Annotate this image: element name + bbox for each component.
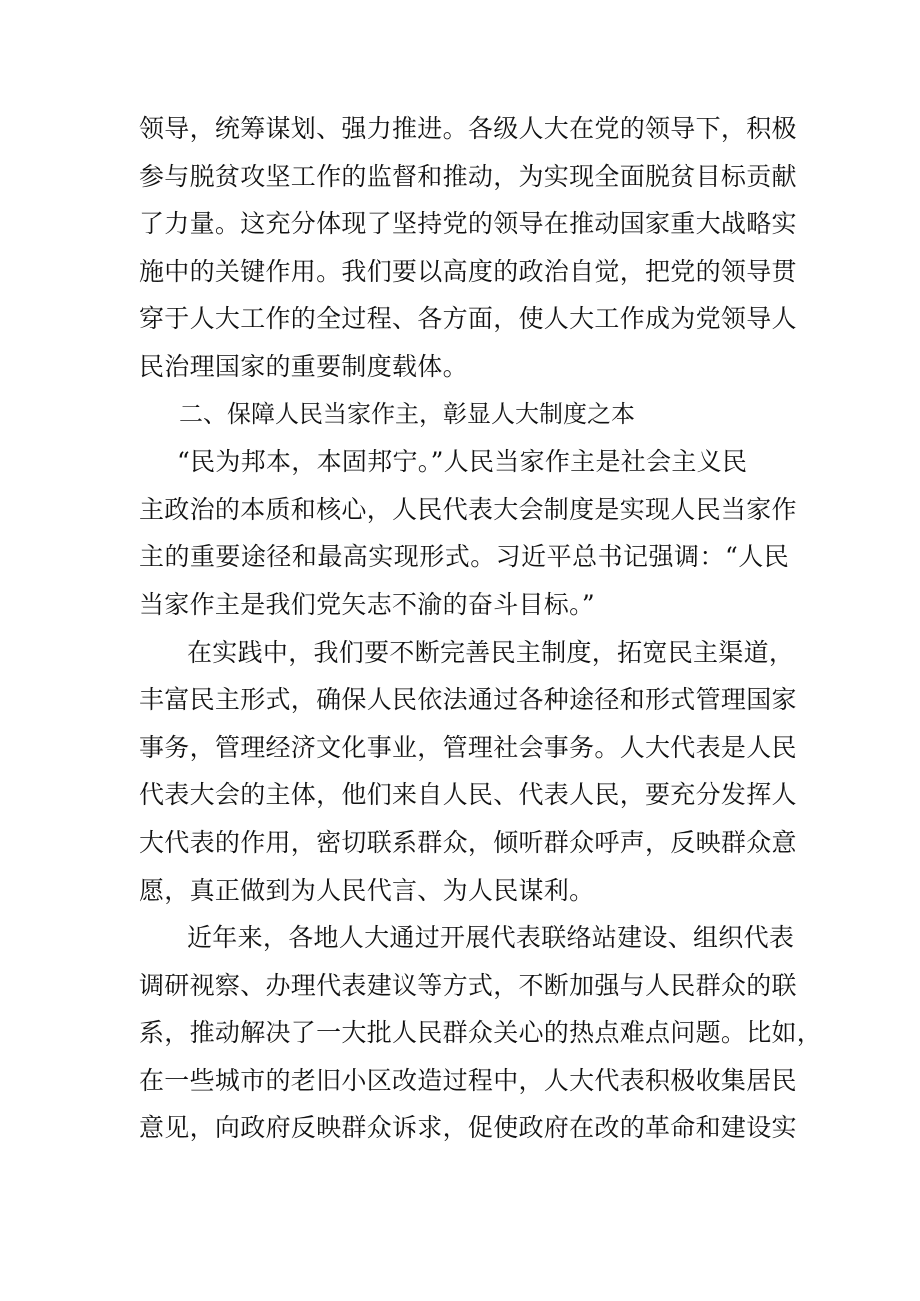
text-line: 愿，真正做到为人民代言、为人民谋利。 [139, 875, 595, 905]
text-line: 近年来，各地人大通过开展代表联络站建设、组织代表 [187, 923, 795, 953]
text-line: 民治理国家的重要制度载体。 [139, 351, 468, 381]
text-line: 了力量。这充分体现了坚持党的领导在推动国家重大战略实 [139, 209, 797, 239]
text-line: 穿于人大工作的全过程、各方面，使人大工作成为党领导人 [139, 304, 797, 334]
text-line: 事务，管理经济文化事业，管理社会事务。人大代表是人民 [139, 732, 797, 762]
body-text [139, 105, 823, 1152]
text-line: 代表大会的主体，他们来自人民、代表人民，要充分发挥人 [139, 780, 797, 810]
text-line: 意见，向政府反映群众诉求，促使政府在改的革命和建设实 [139, 1113, 797, 1143]
text-line: 丰富民主形式，确保人民依法通过各种途径和形式管理国家 [139, 685, 797, 715]
text-line: 主政治的本质和核心，人民代表大会制度是实现人民当家作 [139, 494, 797, 524]
text-line: 系，推动解决了一大批人民群众关心的热点难点问题。比如， [139, 1018, 823, 1048]
text-line: 领导，统筹谋划、强力推进。各级人大在党的领导下，积极 [139, 114, 797, 143]
text-line: 调研视察、办理代表建议等方式，不断加强与人民群众的联 [139, 970, 797, 1000]
text-line: 主的重要途径和最高实现形式。习近平总书记强调：“人民 [139, 542, 789, 572]
section-heading: 二、保障人民当家作主，彰显人大制度之本 [179, 399, 635, 428]
text-line: 施中的关键作用。我们要以高度的政治自觉，把党的领导贯 [139, 256, 797, 286]
text-line: 大代表的作用，密切联系群众，倾听群众呼声，反映群众意 [139, 827, 797, 857]
text-line: 当家作主是我们党矢志不渝的奋斗目标。” [139, 589, 595, 619]
text-line: 参与脱贫攻坚工作的监督和推动，为实现全面脱贫目标贡献 [139, 161, 797, 191]
text-line: “民为邦本，本固邦宁。”人民当家作主是社会主义民 [177, 447, 748, 477]
text-line: 在实践中，我们要不断完善民主制度，拓宽民主渠道， [187, 637, 795, 667]
text-line: 在一些城市的老旧小区改造过程中，人大代表积极收集居民 [139, 1065, 797, 1095]
